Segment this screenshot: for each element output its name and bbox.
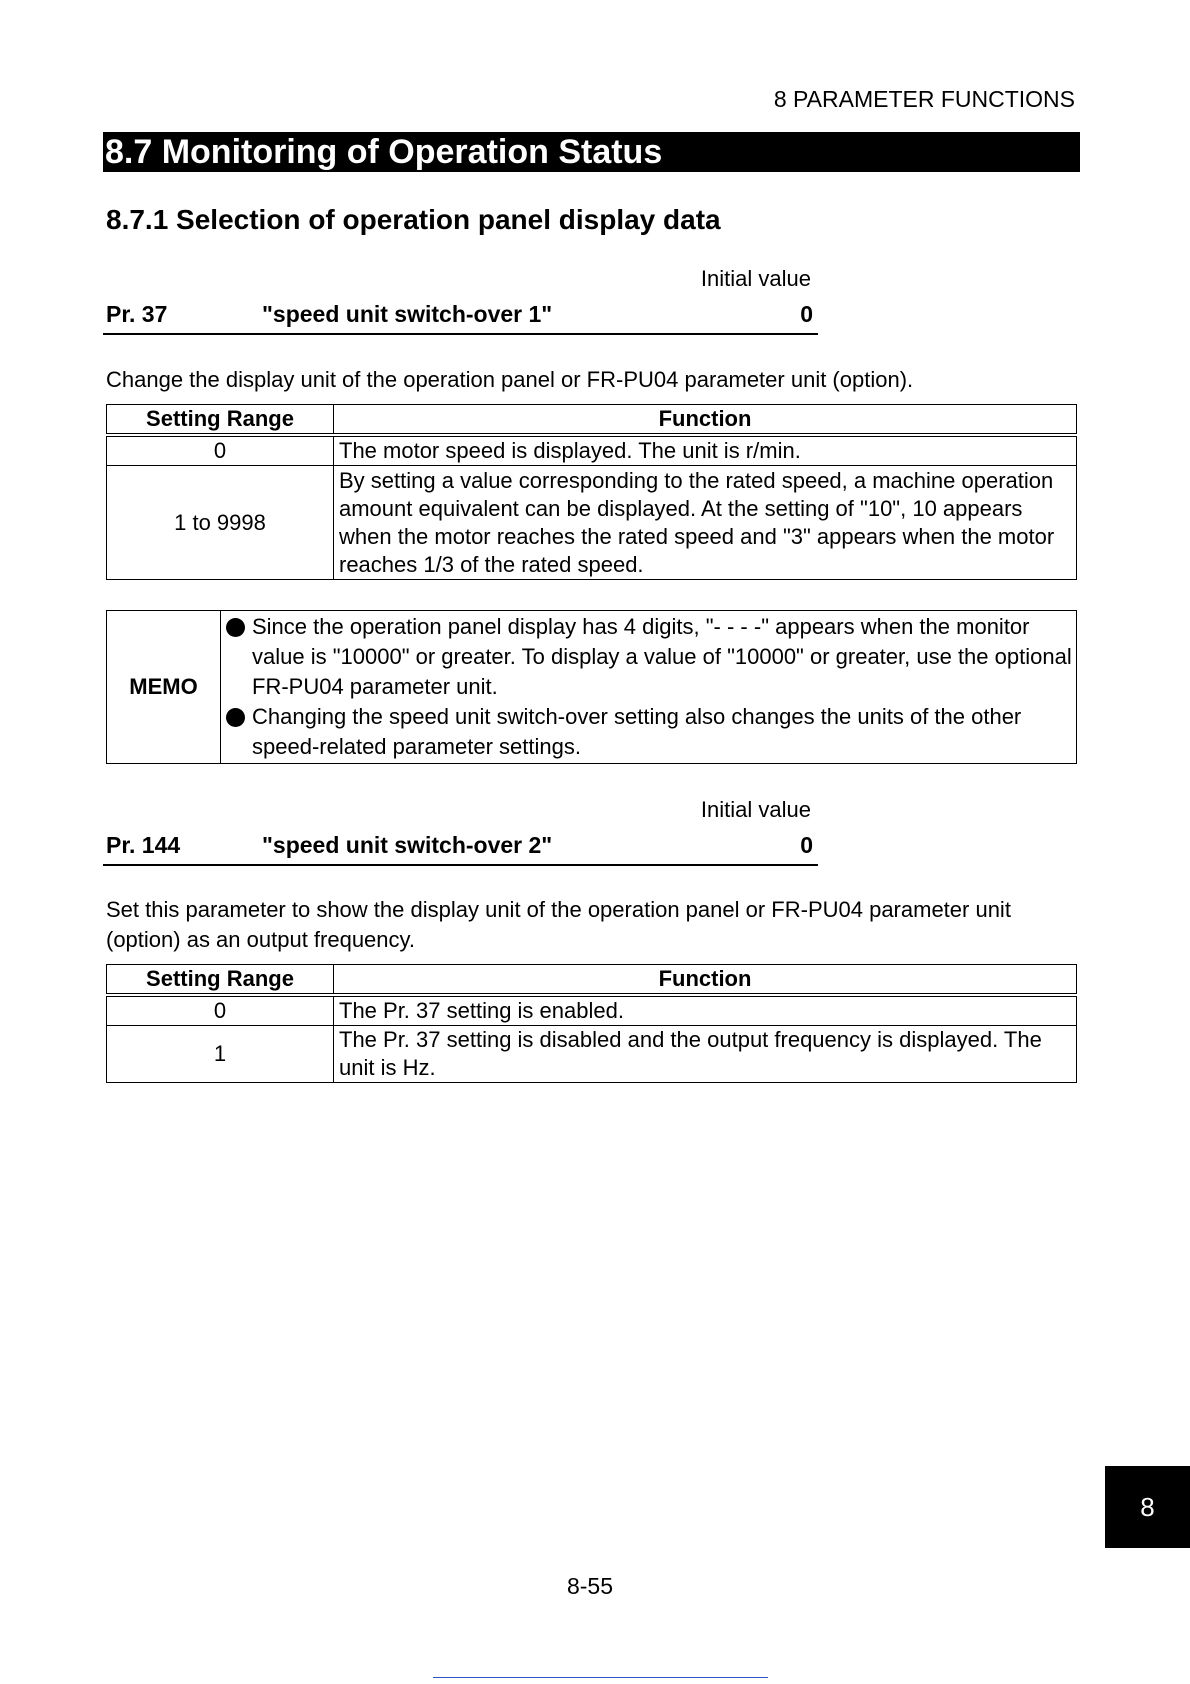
- footer-divider: [433, 1677, 768, 1678]
- table-row: [107, 995, 1077, 1026]
- pr144-name: "speed unit switch-over 2": [262, 832, 553, 858]
- subsection-title: 8.7.1 Selection of operation panel display data: [106, 204, 721, 235]
- pr144-initial-value: 0: [800, 832, 813, 858]
- pr37-setting-table: [106, 404, 1077, 580]
- pr37-description: Change the display unit of the operation panel or FR-PU04 parameter unit (option).: [106, 367, 914, 392]
- pr37-name: "speed unit switch-over 1": [262, 301, 553, 327]
- memo-item: [222, 612, 1075, 702]
- pr37-row2-range: 1 to 9998: [107, 466, 334, 580]
- section-title: 8.7 Monitoring of Operation Status: [103, 132, 1080, 172]
- pr37-row1-function: The motor speed is displayed. The unit is r/min.: [334, 435, 1077, 466]
- chapter-tab: 8: [1105, 1466, 1190, 1548]
- pr37-row1-range: 0: [107, 435, 334, 466]
- memo-item: [222, 702, 1075, 762]
- pr144-row1-range: 0: [107, 995, 334, 1026]
- pr37-parameter-line: [103, 301, 818, 335]
- pr144-setting-table: [106, 964, 1077, 1083]
- pr144-col-setting-range: Setting Range: [107, 965, 334, 996]
- table-row: [107, 1026, 1077, 1083]
- pr37-col-function: Function: [334, 405, 1077, 436]
- pr144-number: Pr. 144: [106, 832, 181, 858]
- pr144-col-function: Function: [334, 965, 1077, 996]
- pr37-initial-value-label: Initial value: [700, 266, 811, 291]
- pr144-row2-function: The Pr. 37 setting is disabled and the output frequency is displayed. The unit is Hz.: [334, 1026, 1077, 1083]
- memo-box: [106, 610, 1077, 764]
- chapter-header: 8 PARAMETER FUNCTIONS: [773, 86, 1075, 112]
- pr144-description: Set this parameter to show the display unit of the operation panel or FR-PU04 parameter unit (option) as an output frequency.: [106, 897, 1011, 952]
- pr144-initial-value-label: Initial value: [700, 797, 811, 822]
- pr37-initial-value: 0: [800, 301, 813, 327]
- table-row: [107, 435, 1077, 466]
- pr144-row2-range: 1: [107, 1026, 334, 1083]
- bullet-icon: [226, 618, 245, 637]
- memo-label: MEMO: [107, 611, 221, 764]
- table-row: [107, 466, 1077, 580]
- bullet-icon: [226, 708, 245, 727]
- pr37-col-setting-range: Setting Range: [107, 405, 334, 436]
- memo-content: [221, 611, 1077, 764]
- pr37-number: Pr. 37: [106, 301, 168, 327]
- pr37-row2-function: By setting a value corresponding to the rated speed, a machine operation amount equivalent can be displayed. At the setting of "10", 10 appears when the motor reaches the rated speed and "3" appears when the motor reaches 1/3 of the rated speed.: [334, 466, 1077, 580]
- memo-item-text: Changing the speed unit switch-over setting also changes the units of the other speed-related parameter settings.: [252, 704, 1022, 759]
- memo-item-text: Since the operation panel display has 4 digits, "- - - -" appears when the monitor value is "10000" or greater. To display a value of "10000" or greater, use the optional FR-PU04 parameter unit.: [252, 614, 1072, 699]
- pr144-row1-function: The Pr. 37 setting is enabled.: [334, 995, 1077, 1026]
- pr144-parameter-line: [103, 832, 818, 866]
- page-number: 8-55: [566, 1573, 614, 1599]
